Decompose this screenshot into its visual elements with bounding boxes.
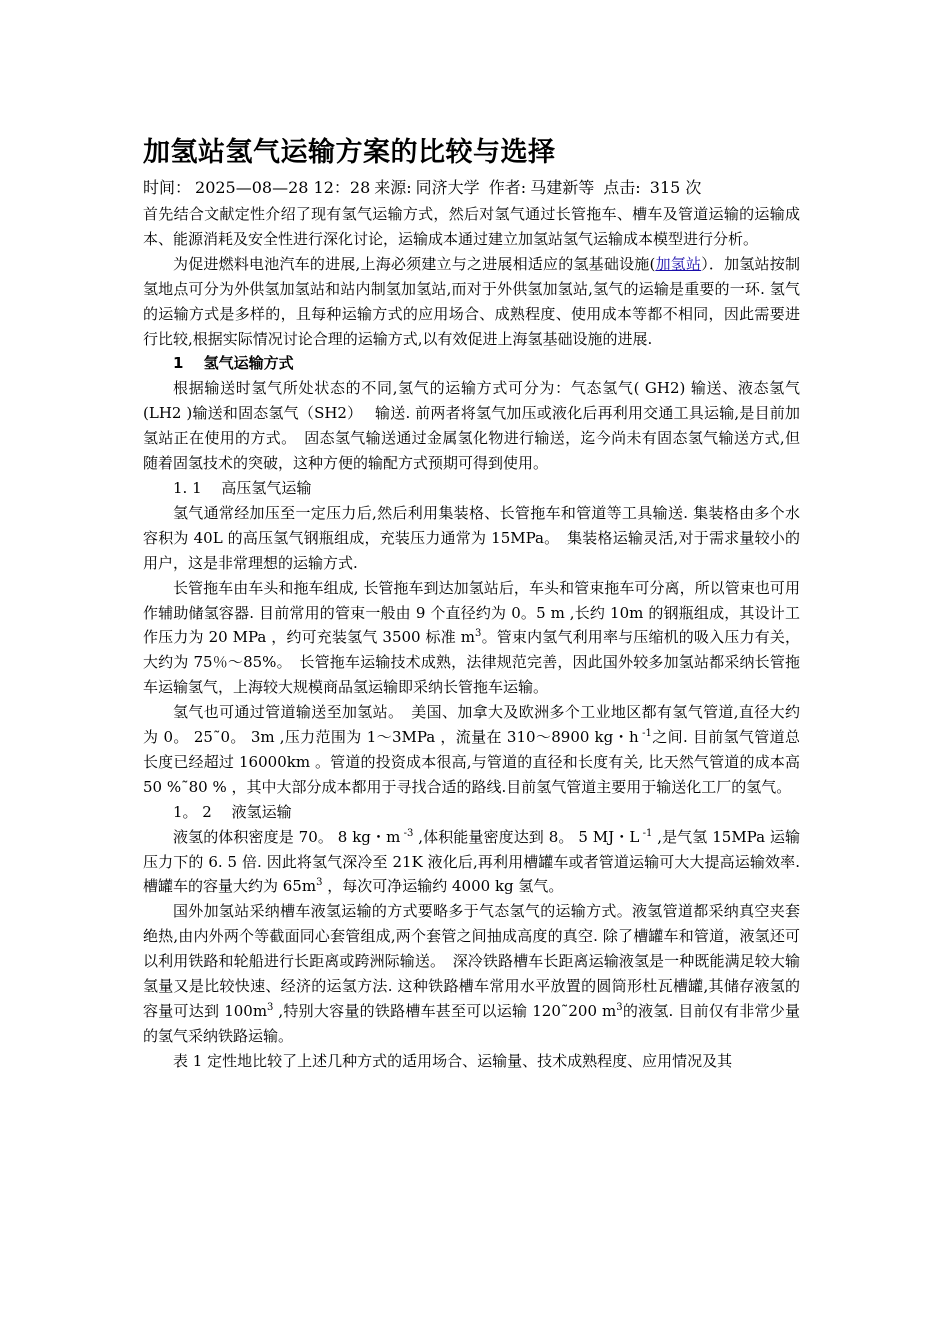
pipeline-text-b: 之间. 目前氢气管道总长度已经超过 16000km 。管道的投资成本很高,与管道的直径和长度有关, 比天然气管道的成本高 50 %˜80 % ，其中大部分成本都用于寻找合适的路线.目前氢气管道主要用于输送化工厂的氢气。	[143, 728, 800, 796]
tube-trailer-text-b: 。管束内氢气利用率与压缩机的吸入压力有关，大约为 75％～85%。 长管拖车运输技术成熟，法律规范完善，因此国外较多加氢站都采纳长管拖车运输氢气，上海较大规模商品氢运输即采纳长管拖车运输。	[143, 628, 800, 697]
tanker-text-c: 的液氢. 目前仅有非常少量的氢气采纳铁路运输。	[143, 1002, 800, 1045]
liquid-h2-text-b: ,体积能量密度达到 8。 5 MJ・L	[413, 827, 640, 846]
author-value: 马建新等	[530, 178, 595, 197]
time-value: 2025—08—28 12：28	[195, 178, 371, 197]
superscript: 3	[475, 628, 482, 640]
clicks-label: 点击:	[603, 178, 641, 197]
superscript: 3	[316, 877, 323, 889]
abstract-paragraph: 首先结合文献定性介绍了现有氢气运输方式，然后对氢气通过长管拖车、槽车及管道运输的运输成本、能源消耗及安全性进行深化讨论，运输成本通过建立加氢站氢气运输成本模型进行分析。	[143, 205, 800, 248]
liquid-h2-text-c: ,是气氢 15MPa 运输压力下的 6. 5 倍. 因此将氢气深冷至 21K 液化后,再利用槽罐车或者管道运输可大大提高运输效率. 槽罐车的容量大约为 65m	[143, 827, 801, 896]
intro-text-before: 为促进燃料电池汽车的进展,上海必须建立与之进展相适应的氢基础设施(	[173, 254, 656, 273]
article-body	[143, 202, 800, 1074]
subsection-1-1-paragraph-1: 氢气通常经加压至一定压力后,然后利用集装格、长管拖车和管道等工具输送. 集装格由多个水容积为 40L 的高压氢气钢瓶组成，充装压力通常为 15MPa。 集装格运输灵活,对于需求量较小的用户，这是非常理想的运输方式.	[143, 503, 800, 572]
superscript: 3	[616, 1002, 623, 1013]
subsection-1-2-heading: 1。 2 液氢运输	[173, 802, 292, 821]
tanker-text-a: 国外加氢站采纳槽车液氢运输的方式要略多于气态氢气的运输方式。液氢管道都采纳真空夹套绝热,由内外两个等截面同心套管组成,两个套管之间抽成高度的真空. 除了槽罐车和管道，液氢还可以利用铁路和轮船进行长距离或跨洲际输送。 深冷铁路槽车长距离运输液氢是一种既能满足较大输氢量又是比较快速、经济的运氢方法. 这种铁路槽车常用水平放置的圆筒形杜瓦槽罐,其储存液氢的容量可达到 100m	[143, 902, 800, 1020]
source-label: 来源:	[374, 178, 412, 197]
section-1-paragraph: 根据输送时氢气所处状态的不同,氢气的运输方式可分为：气态氢气( GH2) 输送、液态氢气(LH2 )输送和固态氢气（SH2） 输送. 前两者将氢气加压或液化后再利用交通工具运输,是目前加氢站正在使用的方式。 固态氢气输送通过金属氢化物进行输送，迄今尚未有固态氢气输送方式,但随着固氢技术的突破，这种方便的输配方式预期可得到使用。	[143, 379, 800, 473]
superscript: -3	[400, 827, 414, 839]
source-value: 同济大学	[415, 178, 480, 197]
intro-text-after: ）．加氢站按制氢地点可分为外供氢加氢站和站内制氢加氢站,而对于外供氢加氢站,氢气的运输是重要的一环. 氢气的运输方式是多样的，且每种运输方式的应用场合、成熟程度、使用成本等都不相同，因此需要进行比较,根据实际情况讨论合理的运输方式,以有效促进上海氢基础设施的进展.	[143, 254, 800, 348]
table-intro-paragraph: 表 1 定性地比较了上述几种方式的适用场合、运输量、技术成熟程度、应用情况及其	[173, 1051, 733, 1070]
subsection-1-1-paragraph-2	[143, 576, 800, 701]
superscript: 3	[267, 1002, 274, 1013]
liquid-h2-text-d: ，每次可净运输约 4000 kg 氢气。	[322, 877, 564, 896]
author-label: 作者:	[488, 178, 527, 197]
pipeline-text-a: 氢气也可通过管道输送至加氢站。 美国、加拿大及欧洲多个工业地区都有氢气管道,直径大约为 0。 25˜0。 3m ,压力范围为 1～3MPa ，流量在 310～8900 kg・h	[143, 703, 800, 747]
intro-paragraph	[143, 252, 800, 352]
section-1-heading: 1 氢气运输方式	[173, 354, 294, 373]
subsection-1-1-paragraph-3	[143, 700, 800, 800]
hydrogen-station-link[interactable]: 加氢站	[655, 254, 702, 273]
time-label: 时间：	[143, 178, 192, 197]
superscript: -1	[638, 728, 652, 740]
subsection-1-2-paragraph-1	[143, 825, 800, 900]
subsection-1-1-heading: 1. 1 高压氢气运输	[173, 478, 312, 497]
clicks-value: 315 次	[644, 178, 702, 197]
tube-trailer-text-a: 长管拖车由车头和拖车组成, 长管拖车到达加氢站后，车头和管束拖车可分离，所以管束也可用作辅助储氢容器. 目前常用的管束一般由 9 个直径约为 0。5 m ,长约 10m 的钢瓶组成，其设计工作压力为 20 MPa ，约可充装氢气 3500 标准 m	[143, 578, 800, 647]
tanker-text-b: ,特别大容量的铁路槽车甚至可以运输 120˜200 m	[273, 1002, 617, 1020]
liquid-h2-text-a: 液氢的体积密度是 70。 8 kg・m	[173, 827, 401, 846]
article-title: 加氢站氢气运输方案的比较与选择	[143, 137, 556, 168]
article-meta	[143, 175, 705, 198]
superscript: -1	[639, 827, 653, 839]
subsection-1-2-paragraph-2	[143, 899, 800, 1048]
